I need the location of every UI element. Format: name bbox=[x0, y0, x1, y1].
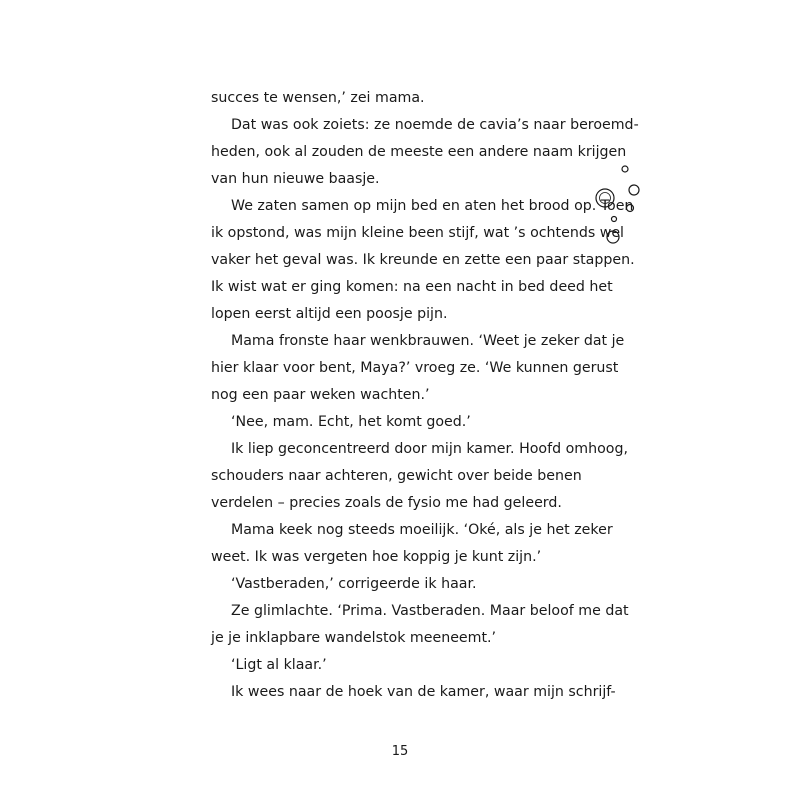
text-line: van hun nieuwe baasje. bbox=[211, 171, 380, 187]
text-line: Ik wees naar de hoek van de kamer, waar mijn schrijf- bbox=[231, 684, 616, 700]
text-line: vaker het geval was. Ik kreunde en zette een paar stappen. bbox=[211, 252, 635, 268]
text-line: Ik wist wat er ging komen: na een nacht in bed deed het bbox=[211, 279, 613, 295]
text-line: Mama keek nog steeds moeilijk. ‘Oké, als je het zeker bbox=[231, 522, 613, 538]
text-line: Ik liep geconcentreerd door mijn kamer. Hoofd omhoog, bbox=[231, 441, 628, 457]
text-line: verdelen – precies zoals de fysio me had geleerd. bbox=[211, 495, 562, 511]
text-line: hier klaar voor bent, Maya?’ vroeg ze. ‘We kunnen gerust bbox=[211, 360, 619, 376]
text-line: ‘Nee, mam. Echt, het komt goed.’ bbox=[231, 414, 471, 430]
text-line: succes te wensen,’ zei mama. bbox=[211, 90, 425, 106]
page-number: 15 bbox=[391, 744, 409, 759]
text-line: nog een paar weken wachten.’ bbox=[211, 387, 430, 403]
text-line: ‘Ligt al klaar.’ bbox=[231, 657, 327, 673]
text-line: weet. Ik was vergeten hoe koppig je kunt zijn.’ bbox=[211, 549, 542, 565]
text-line: schouders naar achteren, gewicht over beide benen bbox=[211, 468, 582, 484]
text-line: ‘Vastberaden,’ corrigeerde ik haar. bbox=[231, 576, 477, 592]
text-line: ik opstond, was mijn kleine been stijf, wat ’s ochtends wel bbox=[211, 225, 625, 241]
body-text bbox=[211, 85, 639, 706]
text-line: heden, ook al zouden de meeste een andere naam krijgen bbox=[211, 144, 627, 160]
text-line: We zaten samen op mijn bed en aten het brood op. Toen bbox=[231, 198, 634, 214]
text-line: Dat was ook zoiets: ze noemde de cavia’s naar beroemd- bbox=[231, 117, 639, 133]
text-line: Ze glimlachte. ‘Prima. Vastberaden. Maar beloof me dat bbox=[231, 603, 629, 619]
text-line: lopen eerst altijd een poosje pijn. bbox=[211, 306, 448, 322]
text-line: je je inklapbare wandelstok meeneemt.’ bbox=[211, 630, 497, 646]
bubbles-icon bbox=[590, 160, 650, 250]
text-line: Mama fronste haar wenkbrauwen. ‘Weet je zeker dat je bbox=[231, 333, 625, 349]
